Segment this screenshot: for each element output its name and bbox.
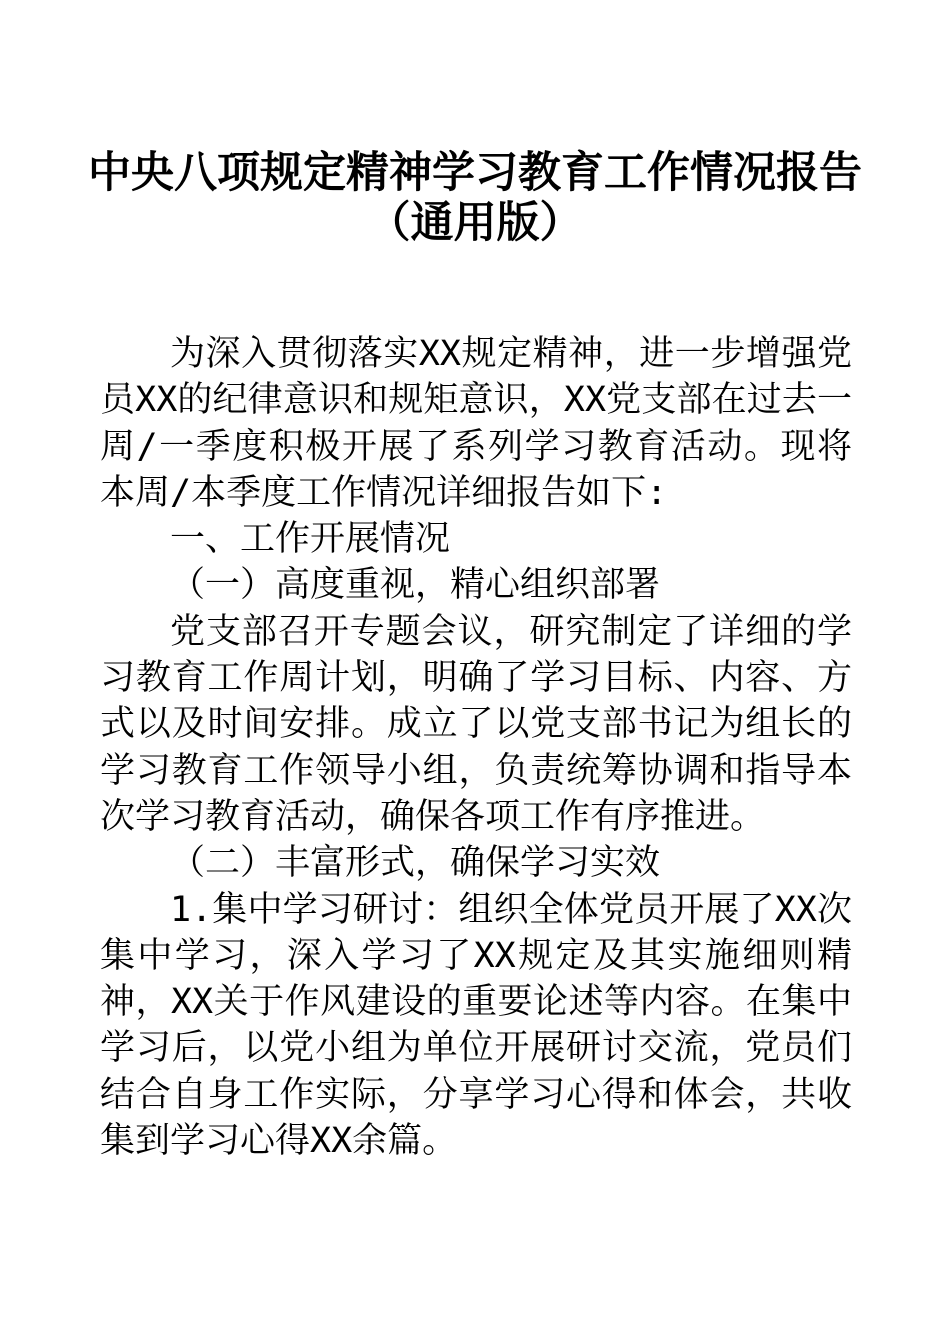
subsection-heading: （一）高度重视，精心组织部署: [170, 565, 661, 606]
document-body: [100, 331, 852, 1164]
intro-paragraph: 为深入贯彻落实XX规定精神，进一步增强党员XX的纪律意识和规矩意识，XX党支部在过去一周/一季度积极开展了系列学习教育活动。现将本周/本季度工作情况详细报告如下:: [100, 334, 852, 513]
section-heading: 一、工作开展情况: [170, 519, 451, 560]
body-paragraph: 1.集中学习研讨：组织全体党员开展了XX次集中学习，深入学习了XX规定及其实施细则精神，XX关于作风建设的重要论述等内容。在集中学习后，以党小组为单位开展研讨交流，党员们结合自身工作实际，分享学习心得和体会，共收集到学习心得XX余篇。: [100, 889, 852, 1162]
body-paragraph: 党支部召开专题会议，研究制定了详细的学习教育工作周计划，明确了学习目标、内容、方式以及时间安排。成立了以党支部书记为组长的学习教育工作领导小组，负责统筹协调和指导本次学习教育活动，确保各项工作有序推进。: [100, 611, 852, 837]
document-title: 中央八项规定精神学习教育工作情况报告: [88, 148, 862, 198]
subsection-heading: （二）丰富形式，确保学习实效: [170, 843, 661, 884]
document-subtitle: （通用版）: [367, 198, 583, 248]
